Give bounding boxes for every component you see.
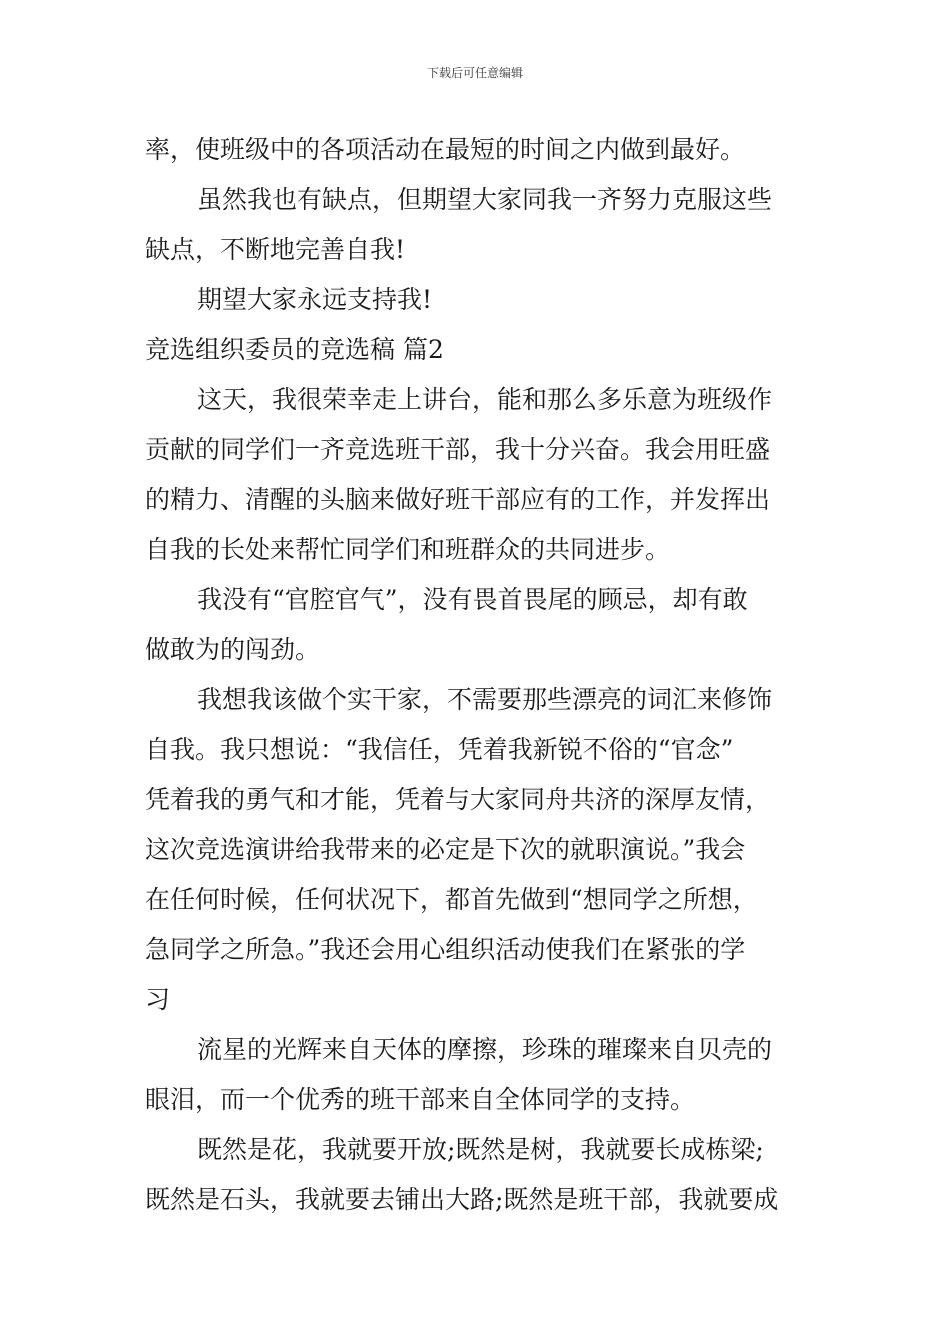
section-heading: 竞选组织委员的竞选稿 篇2: [145, 335, 444, 364]
text-line: 贡献的同学们一齐竞选班干部，我十分兴奋。我会用旺盛: [145, 435, 771, 464]
text-line: 急同学之所急。”我还会用心组织活动使我们在紧张的学: [145, 935, 746, 964]
text-line: 的精力、清醒的头脑来做好班干部应有的工作，并发挥出: [145, 485, 771, 514]
page-header-note: 下载后可任意编辑: [426, 66, 523, 80]
text-line: 在任何时候，任何状况下，都首先做到“想同学之所想，: [145, 885, 758, 914]
text-line: 我没有“官腔官气”，没有畏首畏尾的顾忌，却有敢: [197, 585, 748, 614]
text-line: 自我。我只想说：“我信任，凭着我新锐不俗的“官念”: [145, 735, 734, 764]
text-line: 自我的长处来帮忙同学们和班群众的共同进步。: [145, 535, 671, 564]
text-line: 率，使班级中的各项活动在最短的时间之内做到最好。: [145, 135, 746, 164]
text-line: 期望大家永远支持我!: [197, 285, 433, 314]
text-line: 我想我该做个实干家，不需要那些漂亮的词汇来修饰: [197, 685, 773, 714]
text-line: 既然是石头，我就要去铺出大路;既然是班干部，我就要成: [145, 1185, 779, 1214]
text-line: 既然是花，我就要开放;既然是树，我就要长成栋梁;: [197, 1135, 764, 1164]
text-line: 凭着我的勇气和才能，凭着与大家同舟共济的深厚友情，: [145, 785, 771, 814]
text-line: 习: [145, 985, 171, 1014]
text-line: 缺点，不断地完善自我!: [145, 235, 406, 264]
text-line: 眼泪，而一个优秀的班干部来自全体同学的支持。: [145, 1085, 696, 1114]
text-line: 虽然我也有缺点，但期望大家同我一齐努力克服这些: [197, 185, 773, 214]
text-line: 做敢为的闯劲。: [145, 635, 321, 664]
text-line: 这次竞选演讲给我带来的必定是下次的就职演说。”我会: [145, 835, 746, 864]
text-line: 流星的光辉来自天体的摩擦，珍珠的璀璨来自贝壳的: [197, 1035, 773, 1064]
text-line: 这天，我很荣幸走上讲台，能和那么多乐意为班级作: [197, 385, 773, 414]
